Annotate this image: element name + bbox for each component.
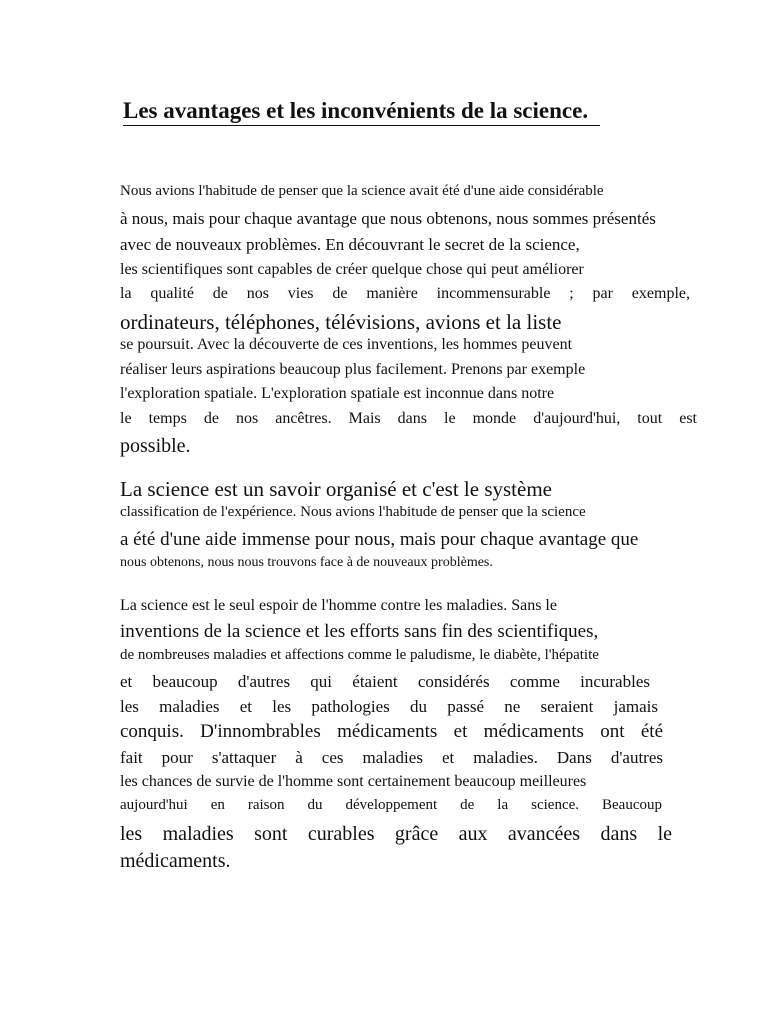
paragraph-1-line-4: les scientifiques sont capables de créer quelque chose qui peut améliorer — [120, 261, 584, 278]
paragraph-1-line-10: le temps de nos ancêtres. Mais dans le monde d'aujourd'hui, tout est — [120, 410, 697, 427]
paragraph-1-line-6: ordinateurs, téléphones, télévisions, avions et la liste — [120, 310, 562, 334]
paragraph-1-line-3: avec de nouveaux problèmes. En découvrant le secret de la science, — [120, 235, 580, 254]
paragraph-1-line-9: l'exploration spatiale. L'exploration spatiale est inconnue dans notre — [120, 385, 555, 402]
paragraph-2-line-1: La science est un savoir organisé et c'est le système — [120, 477, 552, 501]
paragraph-3-line-3: de nombreuses maladies et affections comme le paludisme, le diabète, l'hépatite — [120, 647, 599, 663]
paragraph-3-line-9: aujourd'hui en raison du développement de la science. Beaucoup — [120, 797, 662, 813]
paragraph-3-line-6: conquis. D'innombrables médicaments et médicaments ont été — [120, 721, 663, 742]
paragraph-3-line-8: les chances de survie de l'homme sont certainement beaucoup meilleures — [120, 773, 587, 790]
paragraph-3-line-5: les maladies et les pathologies du passé ne seraient jamais — [120, 697, 658, 716]
paragraph-3-line-1: La science est le seul espoir de l'homme contre les maladies. Sans le — [120, 597, 557, 614]
paragraph-2-line-3: a été d'une aide immense pour nous, mais pour chaque avantage que — [120, 529, 639, 550]
document-title: Les avantages et les inconvénients de la science. — [123, 97, 600, 126]
paragraph-1-line-5: la qualité de nos vies de manière incommensurable ; par exemple, — [120, 285, 690, 302]
paragraph-2-line-2: classification de l'expérience. Nous avions l'habitude de penser que la science — [120, 504, 586, 520]
paragraph-1-line-2: à nous, mais pour chaque avantage que nous obtenons, nous sommes présentés — [120, 209, 656, 228]
paragraph-3-line-7: fait pour s'attaquer à ces maladies et maladies. Dans d'autres — [120, 748, 663, 767]
paragraph-3-line-4: et beaucoup d'autres qui étaient considérés comme incurables — [120, 672, 650, 691]
paragraph-2-line-4: nous obtenons, nous nous trouvons face à de nouveaux problèmes. — [120, 555, 493, 570]
paragraph-1-line-11: possible. — [120, 435, 191, 457]
paragraph-1-line-1: Nous avions l'habitude de penser que la science avait été d'une aide considérable — [120, 183, 604, 199]
paragraph-3-line-10: les maladies sont curables grâce aux avancées dans le — [120, 823, 672, 845]
paragraph-1-line-8: réaliser leurs aspirations beaucoup plus facilement. Prenons par exemple — [120, 361, 586, 378]
paragraph-1-line-7: se poursuit. Avec la découverte de ces inventions, les hommes peuvent — [120, 336, 573, 353]
paragraph-3-line-2: inventions de la science et les efforts sans fin des scientifiques, — [120, 621, 599, 642]
paragraph-3-line-11: médicaments. — [120, 850, 231, 872]
